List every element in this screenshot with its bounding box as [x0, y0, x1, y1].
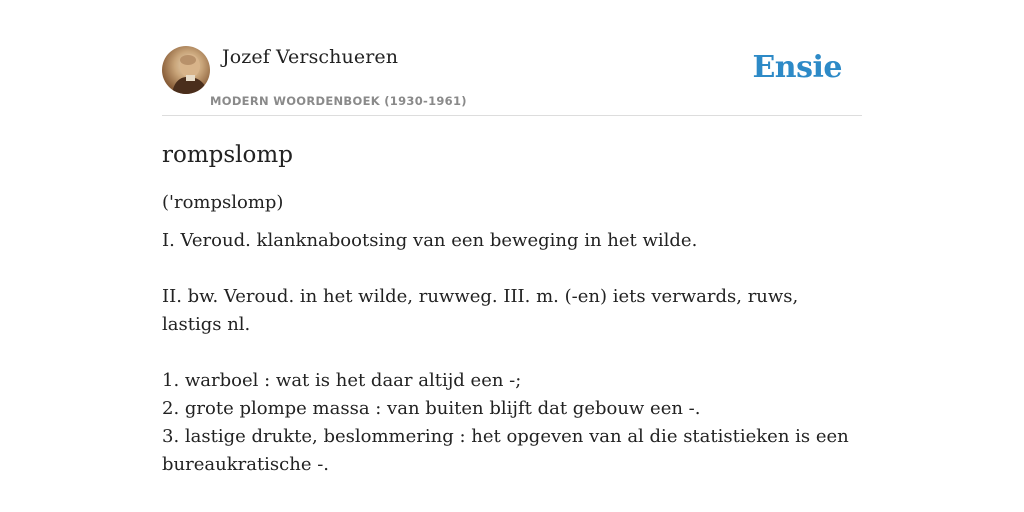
definition-item-3: 3. lastige drukte, beslommering : het opgeven van al die statistieken is een	[162, 426, 849, 447]
paragraph-gap	[162, 255, 862, 283]
site-logo[interactable]: Ensie	[752, 50, 842, 85]
source-label[interactable]: MODERN WOORDENBOEK (1930-1961)	[210, 94, 467, 108]
entry-term: rompslomp	[162, 142, 293, 168]
entry-header	[162, 44, 862, 116]
entry-card	[162, 44, 862, 479]
sense-1: I. Veroud. klanknabootsing van een beweging in het wilde.	[162, 230, 698, 251]
definition-item-3-continued: bureaukratische -.	[162, 454, 330, 475]
definition-body	[162, 227, 862, 479]
definition-item-2: 2. grote plompe massa : van buiten blijft dat gebouw een -.	[162, 398, 701, 419]
paragraph-gap	[162, 339, 862, 367]
author-name[interactable]: Jozef Verschueren	[222, 46, 399, 68]
portrait-icon	[162, 46, 210, 94]
pronunciation: ('rompslomp)	[162, 192, 284, 213]
definition-item-1: 1. warboel : wat is het daar altijd een -;	[162, 370, 522, 391]
author-avatar[interactable]	[162, 46, 210, 94]
sense-2: II. bw. Veroud. in het wilde, ruwweg. III. m. (-en) iets verwards, ruws, lastigs nl.	[162, 286, 804, 335]
